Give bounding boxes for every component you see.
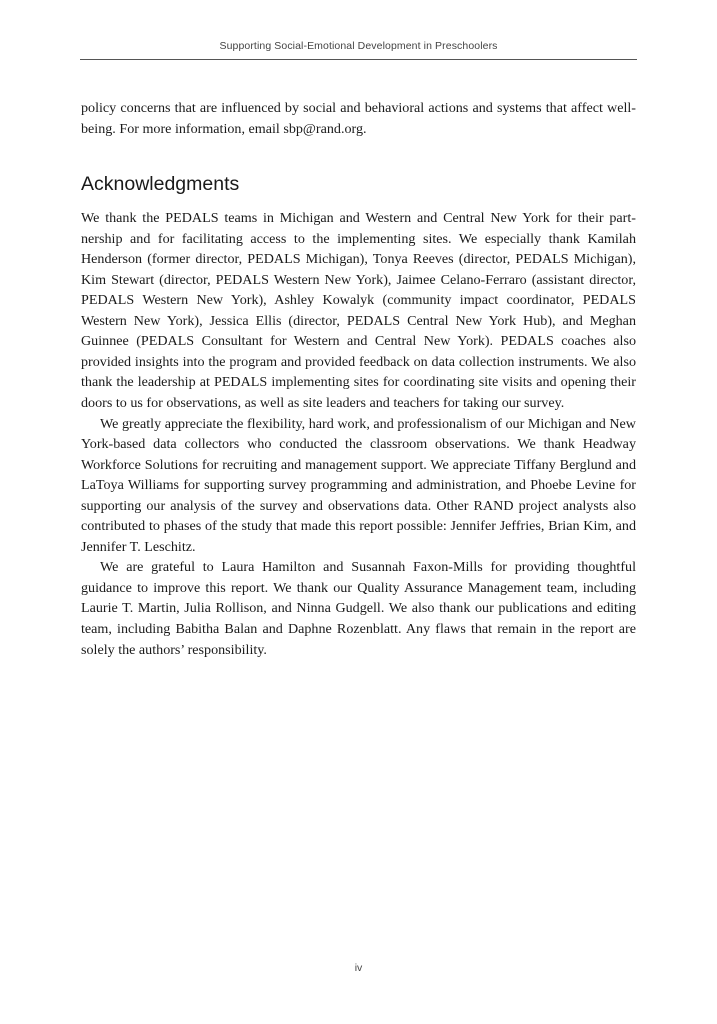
running-header: Supporting Social-Emotional Development in Preschoolers [219,40,498,52]
acknowledgments-paragraph-1: We thank the PEDALS teams in Michigan and Western and Central New York for their partnership and for facilitating access to the implementing sites. We especially thank Kamilah Henderson (former director, PEDALS Michigan), Tonya Reeves (director, PEDALS Michigan), Kim Stewart (director, PEDALS Western New York), Jaimee Celano-Ferraro (assistant director, PEDALS Western New York), Ashley Kowalyk (community impact coordinator, PEDALS Western New York), Jessica Ellis (director, PEDALS Central New York Hub), and Meghan Guinnee (PEDALS Consultant for Western and Central New York). PEDALS coaches also provided insights into the program and provided feedback on data collection instruments. We also thank the leadership at PEDALS implementing sites for coordinating site visits and opening their doors to us for observations, as well as site leaders and teachers for taking our survey. [81,210,636,412]
page-number: iv [354,962,363,974]
header-divider [80,59,637,60]
page-body [81,98,636,660]
acknowledgments-paragraph-2: We greatly appreciate the flexibility, hard work, and professionalism of our Michigan and New York-based data collectors who conducted the classroom observations. We thank Headway Workforce Solutions for recruiting and management support. We appreciate Tiffany Berglund and LaToya Williams for supporting survey programming and administration, and Phoebe Levine for supporting our analysis of the survey and observations data. Other RAND project analysts also contributed to phases of the study that made this report possible: Jennifer Jeffries, Brian Kim, and Jennifer T. Leschitz. [81,415,636,555]
intro-continuation-paragraph: policy concerns that are influenced by social and behavioral actions and systems that affect well-being. For more information, email sbp@rand.org. [81,100,636,137]
acknowledgments-paragraph-3: We are grateful to Laura Hamilton and Susannah Faxon-Mills for providing thoughtful guidance to improve this report. We thank our Quality Assurance Management team, including Laurie T. Martin, Julia Rollison, and Ninna Gudgell. We also thank our publications and editing team, including Babitha Balan and Daphne Rozenblatt. Any flaws that remain in the report are solely the authors’ responsibility. [81,559,636,658]
acknowledgments-heading: Acknowledgments [81,173,240,196]
